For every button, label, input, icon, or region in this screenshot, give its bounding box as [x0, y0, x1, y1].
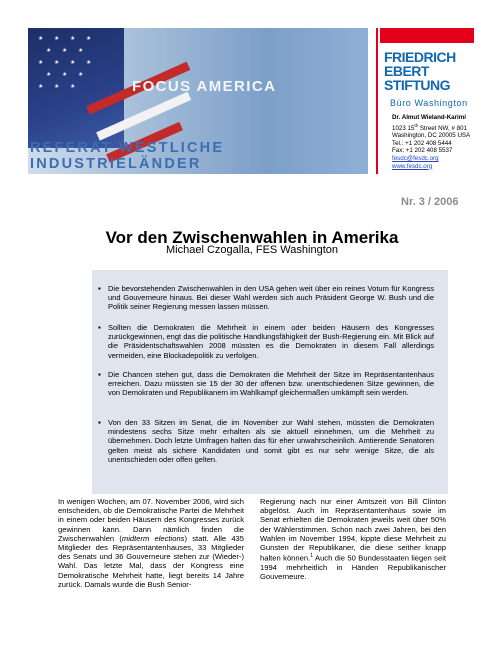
flag-star-icon: ★	[46, 72, 52, 78]
flag-star-icon: ★	[38, 84, 44, 90]
banner-title: FOCUS AMERICA	[132, 78, 277, 95]
street-number: 1023 15	[392, 124, 415, 132]
body-text: Auch die 50 Bundesstaaten liegen seit 1994 mehrheitlich in Händen Republikanischer Gouverneure.	[260, 553, 446, 582]
contact-fax: Fax: +1 202 408 5537	[392, 147, 453, 155]
body-column-right	[260, 497, 446, 581]
fes-logo-line-1: FRIEDRICH	[384, 49, 456, 65]
summary-bullet: ▪ Sollten die Demokraten die Mehrheit in einem oder beiden Häusern des Kongresses zurückgewinnen, engt das die politische Handlungsfähigkeit der Bush-Regierung ein. Mit Blick auf die Präsidentschaftswahlen 2008 müssten es die Demokraten in diesem Fall allerdings vermeiden, eine Blockadepolitik zu verfolgen.	[108, 323, 434, 360]
contact-web-link[interactable]: www.fesdc.org	[392, 162, 433, 170]
flag-star-icon: ★	[46, 48, 52, 54]
fes-logo-bar	[380, 28, 474, 43]
flag-star-icon: ★	[70, 36, 76, 42]
contact-name: Dr. Almut Wieland-Karimi	[392, 114, 466, 121]
flag-star-icon: ★	[54, 60, 60, 66]
document-author: Michael Czogalla, FES Washington	[165, 244, 338, 256]
contact-email-link[interactable]: fesdc@fesdc.org	[392, 155, 439, 163]
flag-star-icon: ★	[54, 84, 60, 90]
flag-star-icon: ★	[78, 48, 84, 54]
body-text: Regierung nach nur einer Amtszeit von Bill Clinton abgelöst. Auch im Repräsentantenhaus sowie im Senat erhielten die Demokraten jeweils weit über 50% der Wählerstimmen. Schon nach zwei Jahren, bei den Wahlen im November 1994, kippte diese Mehrheit zu Gunsten der Republikaner, die diese seither knapp halten können.	[260, 497, 446, 563]
flag-star-icon: ★	[86, 36, 92, 42]
summary-bullet: ▪ Die Chancen stehen gut, dass die Demokraten die Mehrheit der Sitze im Repräsentantenhaus erreichen. Dazu müssten sie 15 der 30 der offenen bzw. unentschiedenen Sitze gewinnen, die von Demokraten und Republikanern im Wahlkampf gleichermaßen umkämpft sein werden.	[108, 370, 434, 398]
header-banner	[28, 28, 368, 174]
office-name: Büro Washington	[390, 98, 468, 108]
issue-number: Nr. 3 / 2006	[401, 196, 459, 208]
flag-star-icon: ★	[62, 72, 68, 78]
summary-bullet: ▪ Die bevorstehenden Zwischenwahlen in den USA gehen weit über ein reines Votum für Kongress und Gouverneure hinaus. Bei dieser Wahl werden sich auch Präsident George W. Bush und die Politik seiner Regierung messen lassen müssen.	[108, 284, 434, 312]
flag-star-icon: ★	[70, 84, 76, 90]
flag-star-icon: ★	[38, 60, 44, 66]
body-text: In wenigen Wochen, am 07. November 2006, wird sich entscheiden, ob die Demokratische Partei die Mehrheit in einem oder beiden Häusern des Kongresses zurück gewinnen kann. Dann nämlich finden die Zwischenwahlen (	[58, 497, 244, 543]
body-text: ) statt. Alle 435 Mitglieder des Repräsentantenhauses, 33 Mitglieder des Senats und 36 Gouverneure stehen zur (Wieder-) Wahl. Das letzte Mal, dass der Kongress eine Demokratische Mehrheit hatte, liegt bereits 14 Jahre zurück. Damals wurde die Bush Senior-	[58, 533, 244, 589]
department-label: REFERAT WESTLICHE INDUSTRIELÄNDER	[30, 140, 225, 172]
fes-logo-line-2: EBERT	[384, 63, 429, 79]
street-ordinal: th	[414, 122, 419, 128]
flag-star-icon: ★	[70, 60, 76, 66]
flag-star-icon: ★	[86, 60, 92, 66]
flag-star-icon: ★	[62, 48, 68, 54]
street-name: Street NW, # 801	[418, 124, 467, 132]
body-column-left	[58, 497, 244, 589]
summary-bullet: ▪ Von den 33 Sitzen im Senat, die im November zur Wahl stehen, müssten die Demokraten mindestens sechs Sitze mehr erhalten als sie aktuell einnehmen, um die Mehrheit zu übernehmen. Doch letzte Umfragen halten das für eher unwahrscheinlich. Amtierende Senatoren gelten meist als sichere Kandidaten und somit gibt es nur sehr wenige Sitze, die als unentschieden oder offen gelten.	[108, 418, 434, 464]
contact-block	[392, 114, 470, 170]
flag-star-icon: ★	[54, 36, 60, 42]
flag-star-icon: ★	[38, 36, 44, 42]
body-paragraph	[260, 497, 446, 581]
flag-star-icon: ★	[78, 72, 84, 78]
fes-logo-line-3: STIFTUNG	[384, 77, 450, 93]
contact-tel: Tel.: +1 202 408 5444	[392, 139, 452, 147]
document-title: Vor den Zwischenwahlen in Amerika	[105, 228, 399, 247]
body-emphasis: midterm elections	[121, 533, 185, 543]
header-divider	[376, 28, 378, 174]
body-paragraph	[58, 497, 244, 589]
contact-city: Washington, DC 20005 USA	[392, 132, 471, 140]
footnote-reference[interactable]: 1	[310, 553, 313, 560]
contact-street	[392, 122, 470, 133]
